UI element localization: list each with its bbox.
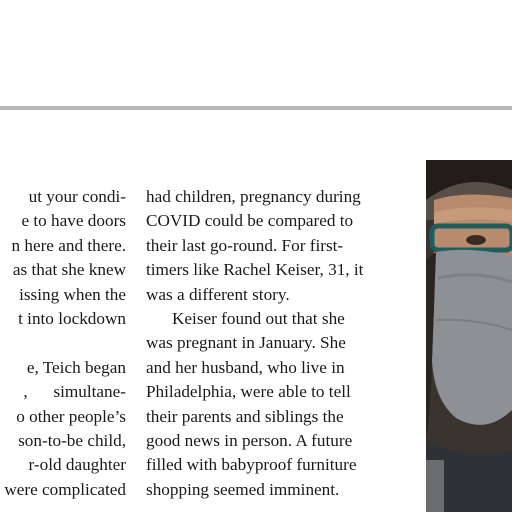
masked-woman-portrait: [426, 160, 512, 512]
article-photo: [426, 160, 512, 512]
text-line: n here and there.: [11, 235, 126, 255]
text-line: r-old daughter: [28, 455, 126, 475]
text-line: good news in person. A future: [146, 431, 353, 451]
text-line: their last go-round. For first-: [146, 235, 344, 255]
text-line: [4, 331, 126, 355]
text-line: t into lockdown: [18, 309, 126, 329]
text-line: was a different story.: [146, 284, 290, 304]
text-line: , simultane-: [23, 382, 126, 402]
text-line: were complicated: [4, 479, 126, 499]
text-line: o other people’s: [16, 406, 126, 426]
text-line: their parents and siblings the: [146, 406, 344, 426]
text-line: was pregnant in January. She: [146, 333, 346, 353]
text-line: and her husband, who live in: [146, 357, 345, 377]
section-divider-rule: [0, 106, 512, 110]
text-line: son-to-be child,: [18, 431, 126, 451]
text-line: as that she knew: [12, 260, 126, 280]
article-left-column: [4, 185, 126, 502]
text-line: COVID could be compared to: [146, 211, 354, 231]
article-middle-column: [146, 185, 363, 502]
text-line: e, Teich began: [26, 357, 126, 377]
text-line: had children, pregnancy during: [146, 187, 361, 206]
text-line: Philadelphia, were able to tell: [146, 382, 351, 402]
text-line: filled with babyproof furniture: [146, 455, 357, 475]
text-line: timers like Rachel Keiser, 31, it: [146, 260, 364, 280]
paragraph-first-line: Keiser found out that she: [172, 309, 345, 329]
text-line: e to have doors: [21, 211, 126, 231]
text-line: issing when the: [19, 284, 126, 304]
text-line: ut your condi-: [28, 187, 126, 206]
text-line: shopping seemed imminent.: [146, 479, 340, 499]
